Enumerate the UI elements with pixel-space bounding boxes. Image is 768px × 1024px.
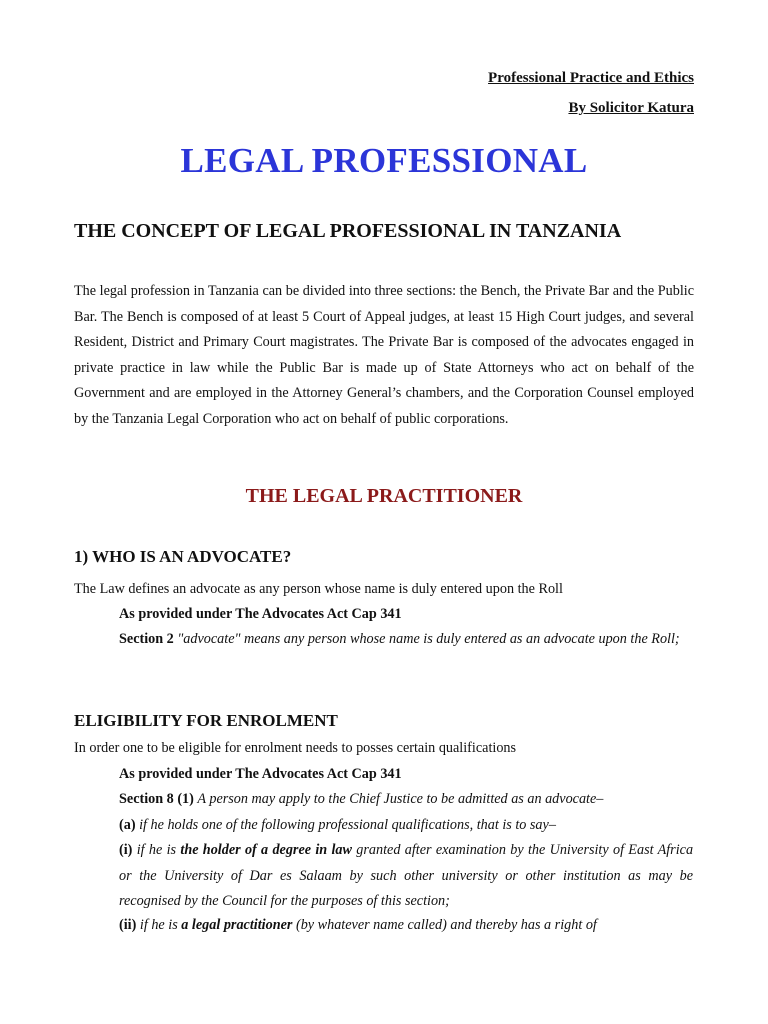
clause-ii-text [119, 913, 693, 939]
eligibility-provided: As provided under The Advocates Act Cap 341 [119, 766, 402, 782]
clause-ii-pre: if he is [139, 917, 178, 933]
clause-ii-post: (by whatever name called) and thereby has a right of [295, 917, 597, 933]
section-2-text [119, 627, 693, 653]
advocate-provided: As provided under The Advocates Act Cap 341 [119, 606, 402, 622]
clause-i-pre: if he is [136, 842, 177, 858]
author-line: By Solicitor Katura [568, 100, 694, 116]
clause-ii-label: (ii) [119, 917, 137, 933]
clause-ii-bold: a legal practitioner [181, 917, 293, 933]
section-8-text: A person may apply to the Chief Justice to be admitted as an advocate– [197, 791, 604, 807]
advocate-intro: The Law defines an advocate as any person whose name is duly entered upon the Roll [74, 581, 563, 597]
clause-a-label: (a) [119, 817, 136, 833]
section-8-label: Section 8 (1) [119, 791, 194, 807]
clause-i-label: (i) [119, 842, 133, 858]
eligibility-heading: ELIGIBILITY FOR ENROLMENT [74, 711, 338, 730]
advocate-heading: 1) WHO IS AN ADVOCATE? [74, 547, 292, 566]
clause-a-line [119, 817, 556, 834]
document-title: LEGAL PROFESSIONAL [180, 141, 588, 180]
practitioner-heading: THE LEGAL PRACTITIONER [245, 485, 523, 507]
clause-a-text: if he holds one of the following professional qualifications, that is to say– [139, 817, 556, 833]
clause-i-post: granted after examination by the University of East Africa or the University of Dar es Salaam by such other university or other institution as may be recognised by the Council for the purposes of this section; [119, 842, 694, 909]
section-8-line [119, 791, 603, 808]
course-title: Professional Practice and Ethics [488, 70, 694, 86]
concept-paragraph: The legal profession in Tanzania can be divided into three sections: the Bench, the Private Bar and the Public Bar. The Bench is composed of at least 5 Court of Appeal judges, at least 15 High Court judges, and several Resident, District and Primary Court magistrates. The Private Bar is composed of the advocates engaged in private practice in law while the Public Bar is made up of State Attorneys who act on behalf of the Government and are employed in the Attorney General’s chambers, and the Corporation Counsel employed by the Tanzania Legal Corporation who act on behalf of public corporations. [74, 283, 694, 427]
section-2-body: "advocate" means any person whose name is duly entered as an advocate upon the Roll; [177, 631, 680, 647]
concept-heading: THE CONCEPT OF LEGAL PROFESSIONAL IN TANZANIA [74, 220, 622, 242]
clause-i-bold: the holder of a degree in law [180, 842, 352, 858]
eligibility-intro: In order one to be eligible for enrolment needs to posses certain qualifications [74, 740, 517, 756]
clause-i-text [119, 838, 693, 915]
section-2-label: Section 2 [119, 631, 174, 647]
